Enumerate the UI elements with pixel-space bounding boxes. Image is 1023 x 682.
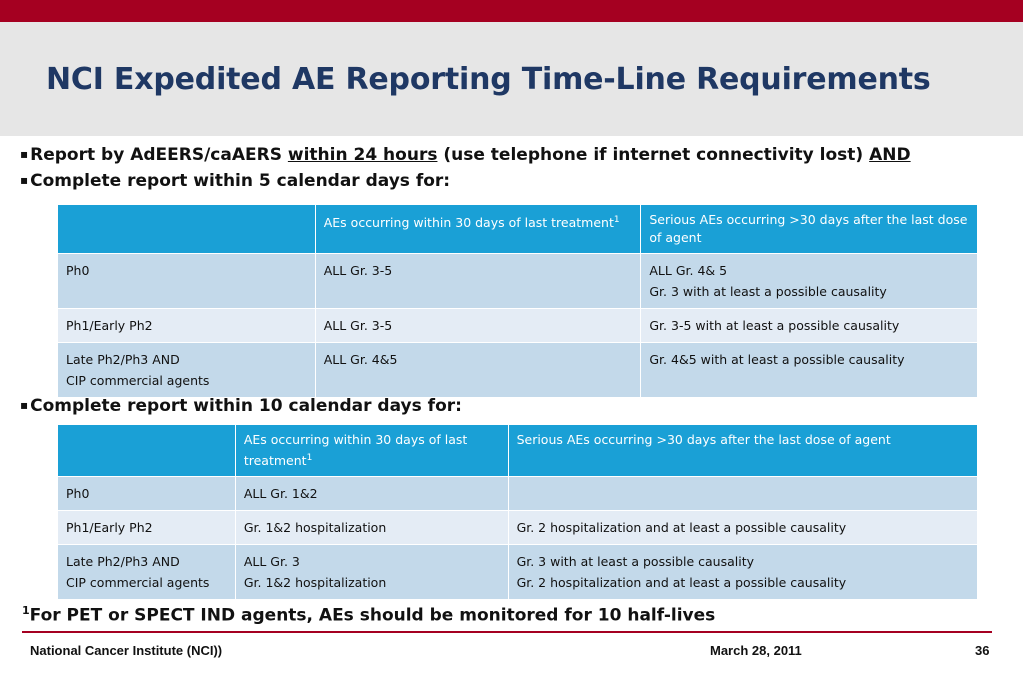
cell-line: ALL Gr. 1&2 <box>243 486 318 502</box>
cell-phase <box>58 254 316 309</box>
header-within-30-days: AEs occurring within 30 days of last treatment$^1$ <box>235 425 508 477</box>
bullet-5-days <box>20 171 450 191</box>
header-after-30-days: Serious AEs occurring >30 days after the last dose of agent <box>508 425 977 477</box>
footnote-text: For PET or SPECT IND agents, AEs should be monitored for 10 half-lives <box>29 605 716 626</box>
bullet-text: Complete report within 10 calendar days for: <box>30 396 462 416</box>
footer-page-number: 36 <box>975 643 990 658</box>
cell-line: CIP commercial agents <box>66 575 210 591</box>
table-header-row <box>58 425 978 477</box>
underlined-24-hours: within 24 hours <box>287 145 438 165</box>
header-within-30-days: AEs occurring within 30 days of last treatment$^1$ <box>315 205 641 254</box>
top-accent-bar <box>0 0 1023 22</box>
cell-within <box>235 545 508 600</box>
footnote-marker: 1 <box>22 604 30 617</box>
cell-line: Late Ph2/Ph3 AND <box>66 352 180 367</box>
cell-after <box>641 309 978 343</box>
cell-line: Gr. 3 with at least a possible causality <box>649 284 887 299</box>
footer-date: March 28, 2011 <box>710 643 802 658</box>
table-10-days <box>57 424 978 600</box>
cell-line: Ph0 <box>66 263 90 278</box>
bullet-text: Report by AdEERS/caAERS <box>30 145 288 165</box>
cell-line: Gr. 2 hospitalization and at least a possible causality <box>516 520 847 536</box>
bullet-marker: ▪ <box>20 173 29 187</box>
cell-within <box>235 511 508 545</box>
cell-after <box>641 343 978 398</box>
cell-line: ALL Gr. 3 <box>243 554 300 570</box>
header-after-30-days: Serious AEs occurring >30 days after the last dose of agent <box>641 205 978 254</box>
cell-line: CIP commercial agents <box>66 373 210 388</box>
cell-line: ALL Gr. 3-5 <box>323 318 393 333</box>
bullet-text: Complete report within 5 calendar days for: <box>30 171 451 191</box>
cell-line: Gr. 4&5 with at least a possible causality <box>649 352 905 367</box>
bullet-text: (use telephone if internet connectivity lost) <box>437 145 870 165</box>
bullet-marker: ▪ <box>20 147 29 161</box>
cell-phase <box>58 343 316 398</box>
cell-line: Gr. 3 with at least a possible causality <box>516 554 755 570</box>
bullet-marker: ▪ <box>20 398 29 412</box>
cell-line: Gr. 1&2 hospitalization <box>243 520 387 536</box>
bullet-10-days <box>20 396 462 416</box>
cell-phase <box>58 511 236 545</box>
table-row <box>58 477 978 511</box>
header-phase <box>58 425 236 477</box>
table-row <box>58 545 978 600</box>
cell-after <box>508 545 977 600</box>
table-row <box>58 254 978 309</box>
cell-within <box>315 343 641 398</box>
cell-line: Late Ph2/Ph3 AND <box>66 554 180 570</box>
footer-org: National Cancer Institute (NCI)) <box>30 643 223 658</box>
table-row <box>58 309 978 343</box>
cell-phase <box>58 477 236 511</box>
cell-within <box>315 309 641 343</box>
cell-line: Gr. 1&2 hospitalization <box>243 575 387 591</box>
cell-line: Gr. 2 hospitalization and at least a possible causality <box>516 575 847 591</box>
cell-within <box>315 254 641 309</box>
bullet-report-24h <box>20 145 911 165</box>
header-phase <box>58 205 316 254</box>
footer-divider <box>22 631 992 633</box>
table-row <box>58 343 978 398</box>
cell-phase <box>58 545 236 600</box>
cell-phase <box>58 309 316 343</box>
slide-title: NCI Expedited AE Reporting Time-Line Requirements <box>46 62 931 97</box>
cell-within <box>235 477 508 511</box>
underlined-and: AND <box>869 145 911 165</box>
table-header-row <box>58 205 978 254</box>
cell-line: ALL Gr. 4& 5 <box>649 263 728 278</box>
cell-line: ALL Gr. 4&5 <box>323 352 398 367</box>
cell-line: Ph1/Early Ph2 <box>66 318 153 333</box>
table-5-days <box>57 204 978 398</box>
cell-line: Ph0 <box>66 486 90 502</box>
table-row <box>58 511 978 545</box>
cell-after <box>508 477 977 511</box>
cell-after <box>641 254 978 309</box>
footnote <box>22 604 715 626</box>
cell-line: Ph1/Early Ph2 <box>66 520 153 536</box>
cell-line: Gr. 3-5 with at least a possible causality <box>649 318 900 333</box>
cell-after <box>508 511 977 545</box>
cell-line: ALL Gr. 3-5 <box>323 263 393 278</box>
